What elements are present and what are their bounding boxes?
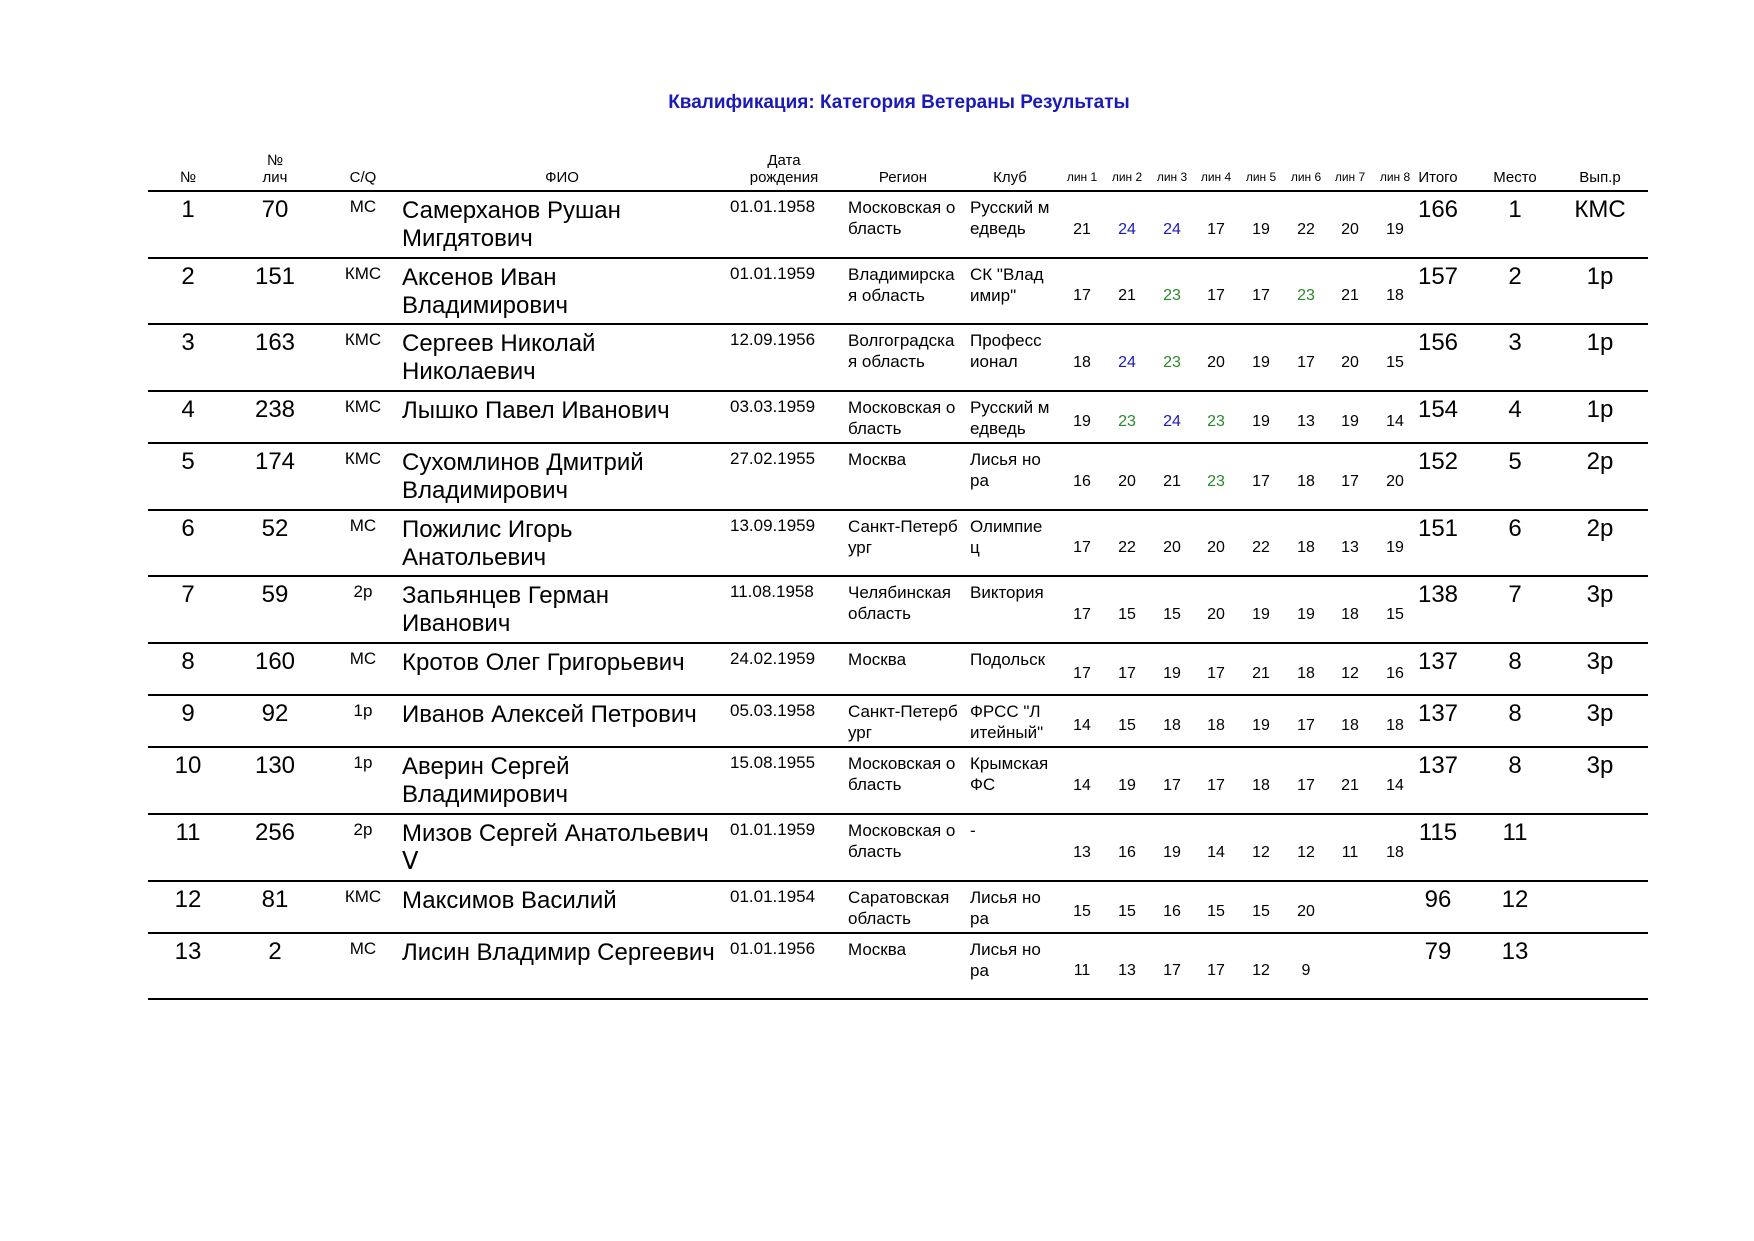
row-rank: 3р — [1586, 700, 1614, 727]
page-title: Квалификация: Категория Ветераны Результаты — [668, 92, 1130, 113]
lane-4-score: 17 — [1207, 665, 1225, 682]
lane-7-score: 20 — [1341, 221, 1359, 238]
row-category: МС — [349, 516, 377, 535]
row-name: Лисин Владимир Сергеевич — [402, 939, 715, 966]
lane-2-score: 16 — [1118, 844, 1136, 861]
table-row — [148, 192, 1648, 259]
row-category: КМС — [344, 887, 382, 906]
lane-3-score: 23 — [1163, 354, 1181, 371]
lane-2-score: 17 — [1118, 665, 1136, 682]
row-category: МС — [349, 939, 377, 958]
lane-6-score: 20 — [1297, 903, 1315, 920]
lane-8-score: 16 — [1386, 665, 1404, 682]
table-row — [148, 392, 1648, 444]
row-place: 1 — [1508, 196, 1522, 223]
lane-7-score: 18 — [1341, 606, 1359, 623]
header-lane-1: лин 1 — [1066, 170, 1098, 184]
row-total: 115 — [1418, 819, 1458, 846]
row-place: 7 — [1508, 581, 1522, 608]
row-place: 13 — [1501, 938, 1529, 965]
row-num: 6 — [181, 515, 195, 542]
row-total: 137 — [1417, 648, 1459, 675]
row-rank: 3р — [1586, 752, 1614, 779]
row-dob: 13.09.1959 — [730, 516, 816, 535]
header-cat: C/Q — [349, 169, 377, 186]
row-num: 7 — [181, 581, 195, 608]
lane-8-score: 15 — [1386, 606, 1404, 623]
row-category: 2р — [353, 582, 373, 601]
lane-6-score: 19 — [1297, 606, 1315, 623]
lane-2-score: 22 — [1118, 539, 1136, 556]
row-total: 151 — [1417, 515, 1459, 542]
row-name: Лышко Павел Иванович — [402, 397, 670, 424]
table-row — [148, 444, 1648, 511]
row-place: 2 — [1508, 263, 1522, 290]
row-place: 4 — [1508, 396, 1522, 423]
lane-1-score: 18 — [1073, 354, 1091, 371]
header-bib — [228, 152, 322, 186]
lane-5-score: 22 — [1252, 539, 1270, 556]
lane-5-score: 19 — [1252, 606, 1270, 623]
row-place: 11 — [1502, 819, 1528, 846]
table-row — [148, 882, 1648, 934]
row-total: 137 — [1417, 752, 1459, 779]
row-num: 1 — [181, 196, 195, 223]
row-club: СК "Владимир" — [970, 265, 1044, 305]
lane-8-score: 20 — [1386, 473, 1404, 490]
row-bib: 151 — [254, 263, 296, 290]
lane-7-score: 21 — [1341, 287, 1359, 304]
row-rank: 2р — [1586, 448, 1614, 475]
row-category: КМС — [344, 330, 382, 349]
lane-5-score: 12 — [1252, 962, 1270, 979]
lane-6-score: 18 — [1297, 473, 1315, 490]
lane-8-score: 19 — [1386, 539, 1404, 556]
lane-1-score: 15 — [1073, 903, 1091, 920]
table-body — [148, 192, 1648, 1000]
lane-4-score: 17 — [1207, 962, 1225, 979]
row-region: Челябинская область — [848, 583, 951, 623]
row-name: Самерханов Рушан Мигдятович — [402, 197, 621, 252]
lane-7-score: 13 — [1341, 539, 1359, 556]
row-club: Олимпиец — [970, 517, 1043, 557]
lane-4-score: 17 — [1207, 221, 1225, 238]
lane-6-score: 17 — [1297, 777, 1315, 794]
lane-1-score: 13 — [1073, 844, 1091, 861]
row-total: 79 — [1424, 938, 1452, 965]
row-dob: 27.02.1955 — [730, 449, 816, 468]
row-bib: 59 — [261, 581, 289, 608]
lane-6-score: 17 — [1297, 354, 1315, 371]
row-dob: 12.09.1956 — [730, 330, 816, 349]
row-region: Саратовская область — [848, 888, 950, 928]
lane-7-score: 12 — [1341, 665, 1359, 682]
lane-8-score: 18 — [1386, 844, 1404, 861]
lane-1-score: 19 — [1073, 413, 1091, 430]
lane-4-score: 17 — [1207, 777, 1225, 794]
row-club: Лисья нора — [970, 450, 1041, 490]
header-dob-top: Дата — [767, 152, 801, 169]
row-bib: 70 — [261, 196, 289, 223]
table-header — [148, 148, 1648, 192]
row-place: 12 — [1501, 886, 1529, 913]
row-rank: 1р — [1586, 329, 1614, 356]
lane-6-score: 13 — [1297, 413, 1315, 430]
table-row — [148, 577, 1648, 644]
row-name: Кротов Олег Григорьевич — [402, 649, 685, 676]
row-bib: 81 — [261, 886, 289, 913]
header-name: ФИО — [545, 169, 579, 186]
row-place: 8 — [1508, 752, 1522, 779]
row-name: Запьянцев Герман Иванович — [402, 582, 610, 637]
row-name: Иванов Алексей Петрович — [402, 701, 697, 728]
lane-4-score: 18 — [1207, 717, 1225, 734]
row-bib: 256 — [254, 819, 296, 846]
row-bib: 160 — [254, 648, 296, 675]
lane-4-score: 20 — [1207, 606, 1225, 623]
table-row — [148, 748, 1648, 815]
lane-8-score: 14 — [1386, 777, 1404, 794]
lane-2-score: 15 — [1118, 903, 1136, 920]
lane-6-score: 18 — [1297, 665, 1315, 682]
row-category: КМС — [344, 397, 382, 416]
lane-3-score: 18 — [1163, 717, 1181, 734]
row-club: Русский медведь — [970, 198, 1050, 238]
lane-4-score: 14 — [1207, 844, 1225, 861]
row-place: 8 — [1508, 648, 1522, 675]
row-place: 6 — [1508, 515, 1522, 542]
row-name: Аксенов Иван Владимирович — [402, 264, 569, 319]
lane-7-score: 20 — [1341, 354, 1359, 371]
header-num: № — [179, 169, 197, 186]
lane-6-score: 9 — [1301, 962, 1311, 979]
row-club: Крымская ФС — [970, 754, 1049, 794]
row-num: 11 — [175, 819, 201, 846]
lane-5-score: 17 — [1252, 473, 1270, 490]
lane-2-score: 15 — [1118, 606, 1136, 623]
lane-4-score: 23 — [1207, 413, 1225, 430]
row-bib: 92 — [261, 700, 289, 727]
row-name: Максимов Василий — [402, 887, 617, 914]
lane-4-score: 20 — [1207, 539, 1225, 556]
table-row — [148, 325, 1648, 392]
row-num: 13 — [174, 938, 202, 965]
lane-5-score: 12 — [1252, 844, 1270, 861]
row-rank: 1р — [1586, 396, 1614, 423]
row-club: Лисья нора — [970, 940, 1041, 980]
lane-6-score: 22 — [1297, 221, 1315, 238]
lane-8-score: 19 — [1386, 221, 1404, 238]
lane-2-score: 24 — [1118, 221, 1136, 238]
row-name: Сергеев Николай Николаевич — [402, 330, 596, 385]
header-place: Место — [1493, 169, 1537, 186]
lane-3-score: 20 — [1163, 539, 1181, 556]
row-total: 138 — [1417, 581, 1459, 608]
row-name: Аверин Сергей Владимирович — [402, 753, 570, 808]
header-bib-bottom: лич — [262, 169, 288, 186]
row-dob: 03.03.1959 — [730, 397, 816, 416]
lane-8-score: 14 — [1386, 413, 1404, 430]
row-category: КМС — [344, 449, 382, 468]
row-region: Санкт-Петербург — [848, 702, 958, 742]
row-dob: 15.08.1955 — [730, 753, 816, 772]
lane-2-score: 19 — [1118, 777, 1136, 794]
lane-5-score: 21 — [1252, 665, 1270, 682]
row-club: - — [970, 821, 976, 840]
row-place: 8 — [1508, 700, 1522, 727]
row-dob: 05.03.1958 — [730, 701, 816, 720]
lane-6-score: 23 — [1297, 287, 1315, 304]
lane-2-score: 21 — [1118, 287, 1136, 304]
row-rank: 3р — [1586, 648, 1614, 675]
lane-4-score: 23 — [1207, 473, 1225, 490]
header-lane-3: лин 3 — [1156, 170, 1188, 184]
row-total: 96 — [1424, 886, 1452, 913]
row-category: МС — [349, 649, 377, 668]
table-row — [148, 934, 1648, 1000]
row-total: 166 — [1417, 196, 1459, 223]
row-club: Профессионал — [970, 331, 1042, 371]
lane-3-score: 17 — [1163, 962, 1181, 979]
lane-4-score: 20 — [1207, 354, 1225, 371]
lane-4-score: 15 — [1207, 903, 1225, 920]
header-rank: Вып.р — [1579, 169, 1621, 186]
results-table — [148, 148, 1648, 1000]
lane-2-score: 24 — [1118, 354, 1136, 371]
row-category: 1р — [353, 701, 373, 720]
row-club: Виктория — [970, 583, 1044, 602]
row-place: 3 — [1508, 329, 1522, 356]
row-dob: 01.01.1958 — [730, 197, 816, 216]
lane-3-score: 21 — [1163, 473, 1181, 490]
header-lane-7: лин 7 — [1334, 170, 1366, 184]
row-num: 12 — [174, 886, 202, 913]
header-lane-4: лин 4 — [1200, 170, 1232, 184]
row-category: 1р — [353, 753, 373, 772]
row-region: Московская область — [848, 198, 956, 238]
lane-7-score: 11 — [1341, 844, 1359, 861]
header-club: Клуб — [993, 169, 1027, 186]
row-rank: 1р — [1586, 263, 1614, 290]
header-dob-bottom: рождения — [749, 169, 819, 186]
row-total: 157 — [1417, 263, 1459, 290]
table-row — [148, 696, 1648, 748]
row-dob: 01.01.1959 — [730, 264, 816, 283]
header-total: Итого — [1418, 169, 1458, 186]
lane-4-score: 17 — [1207, 287, 1225, 304]
lane-3-score: 19 — [1163, 844, 1181, 861]
lane-1-score: 17 — [1073, 287, 1091, 304]
lane-3-score: 17 — [1163, 777, 1181, 794]
lane-7-score: 18 — [1341, 717, 1359, 734]
lane-6-score: 12 — [1297, 844, 1315, 861]
row-region: Владимирская область — [848, 265, 955, 305]
row-region: Волгоградская область — [848, 331, 955, 371]
row-num: 10 — [174, 752, 202, 779]
row-category: МС — [349, 197, 377, 216]
row-total: 154 — [1417, 396, 1459, 423]
lane-5-score: 17 — [1252, 287, 1270, 304]
header-lane-5: лин 5 — [1245, 170, 1277, 184]
row-bib: 130 — [254, 752, 296, 779]
row-total: 156 — [1417, 329, 1459, 356]
lane-1-score: 17 — [1073, 665, 1091, 682]
row-num: 9 — [181, 700, 195, 727]
row-bib: 174 — [254, 448, 296, 475]
table-row — [148, 644, 1648, 696]
lane-3-score: 16 — [1163, 903, 1181, 920]
row-region: Москва — [848, 650, 907, 669]
row-dob: 11.08.1958 — [730, 582, 814, 601]
row-rank: КМС — [1574, 196, 1626, 223]
table-row — [148, 259, 1648, 325]
header-dob — [722, 152, 846, 186]
lane-7-score: 19 — [1341, 413, 1359, 430]
lane-1-score: 14 — [1073, 717, 1091, 734]
lane-6-score: 17 — [1297, 717, 1315, 734]
lane-2-score: 20 — [1118, 473, 1136, 490]
lane-1-score: 17 — [1073, 606, 1091, 623]
row-club: Русский медведь — [970, 398, 1050, 438]
row-rank: 3р — [1586, 581, 1614, 608]
row-region: Московская область — [848, 821, 956, 861]
row-region: Санкт-Петербург — [848, 517, 958, 557]
lane-2-score: 13 — [1118, 962, 1136, 979]
lane-8-score: 18 — [1386, 287, 1404, 304]
row-num: 2 — [181, 263, 195, 290]
lane-5-score: 18 — [1252, 777, 1270, 794]
lane-3-score: 24 — [1163, 413, 1181, 430]
row-num: 3 — [181, 329, 195, 356]
lane-3-score: 15 — [1163, 606, 1181, 623]
lane-8-score: 15 — [1386, 354, 1404, 371]
row-region: Московская область — [848, 754, 956, 794]
row-region: Москва — [848, 450, 907, 469]
row-place: 5 — [1508, 448, 1522, 475]
lane-2-score: 15 — [1118, 717, 1136, 734]
header-lane-8: лин 8 — [1379, 170, 1411, 184]
row-bib: 163 — [254, 329, 296, 356]
row-name: Сухомлинов Дмитрий Владимирович — [402, 449, 644, 504]
lane-5-score: 15 — [1252, 903, 1270, 920]
row-club: ФРСС "Литейный" — [970, 702, 1044, 742]
header-region: Регион — [878, 169, 928, 186]
lane-1-score: 17 — [1073, 539, 1091, 556]
row-bib: 238 — [254, 396, 296, 423]
row-dob: 01.01.1959 — [730, 820, 816, 839]
row-name: Мизов Сергей Анатольевич ᐯ — [402, 820, 709, 875]
lane-3-score: 19 — [1163, 665, 1181, 682]
row-club: Лисья нора — [970, 888, 1041, 928]
row-category: КМС — [344, 264, 382, 283]
lane-2-score: 23 — [1118, 413, 1136, 430]
row-rank: 2р — [1586, 515, 1614, 542]
row-bib: 2 — [268, 938, 282, 965]
lane-3-score: 23 — [1163, 287, 1181, 304]
row-name: Пожилис Игорь Анатольевич — [402, 516, 573, 571]
row-region: Московская область — [848, 398, 956, 438]
row-total: 152 — [1417, 448, 1459, 475]
lane-7-score: 21 — [1341, 777, 1359, 794]
lane-1-score: 14 — [1073, 777, 1091, 794]
row-bib: 52 — [261, 515, 289, 542]
row-club: Подольск — [970, 650, 1046, 669]
lane-8-score: 18 — [1386, 717, 1404, 734]
lane-1-score: 11 — [1073, 962, 1091, 979]
row-num: 8 — [181, 648, 195, 675]
row-total: 137 — [1417, 700, 1459, 727]
row-category: 2р — [353, 820, 373, 839]
table-row — [148, 815, 1648, 882]
table-row — [148, 511, 1648, 577]
lane-1-score: 21 — [1073, 221, 1091, 238]
lane-1-score: 16 — [1073, 473, 1091, 490]
row-num: 4 — [181, 396, 195, 423]
header-lane-2: лин 2 — [1111, 170, 1143, 184]
lane-5-score: 19 — [1252, 354, 1270, 371]
row-region: Москва — [848, 940, 907, 959]
header-lane-6: лин 6 — [1290, 170, 1322, 184]
header-bib-top: № — [266, 152, 284, 169]
row-dob: 01.01.1956 — [730, 939, 816, 958]
row-dob: 24.02.1959 — [730, 649, 816, 668]
lane-5-score: 19 — [1252, 221, 1270, 238]
lane-7-score: 17 — [1341, 473, 1359, 490]
row-dob: 01.01.1954 — [730, 887, 816, 906]
row-num: 5 — [181, 448, 195, 475]
lane-5-score: 19 — [1252, 413, 1270, 430]
lane-5-score: 19 — [1252, 717, 1270, 734]
lane-6-score: 18 — [1297, 539, 1315, 556]
lane-3-score: 24 — [1163, 221, 1181, 238]
